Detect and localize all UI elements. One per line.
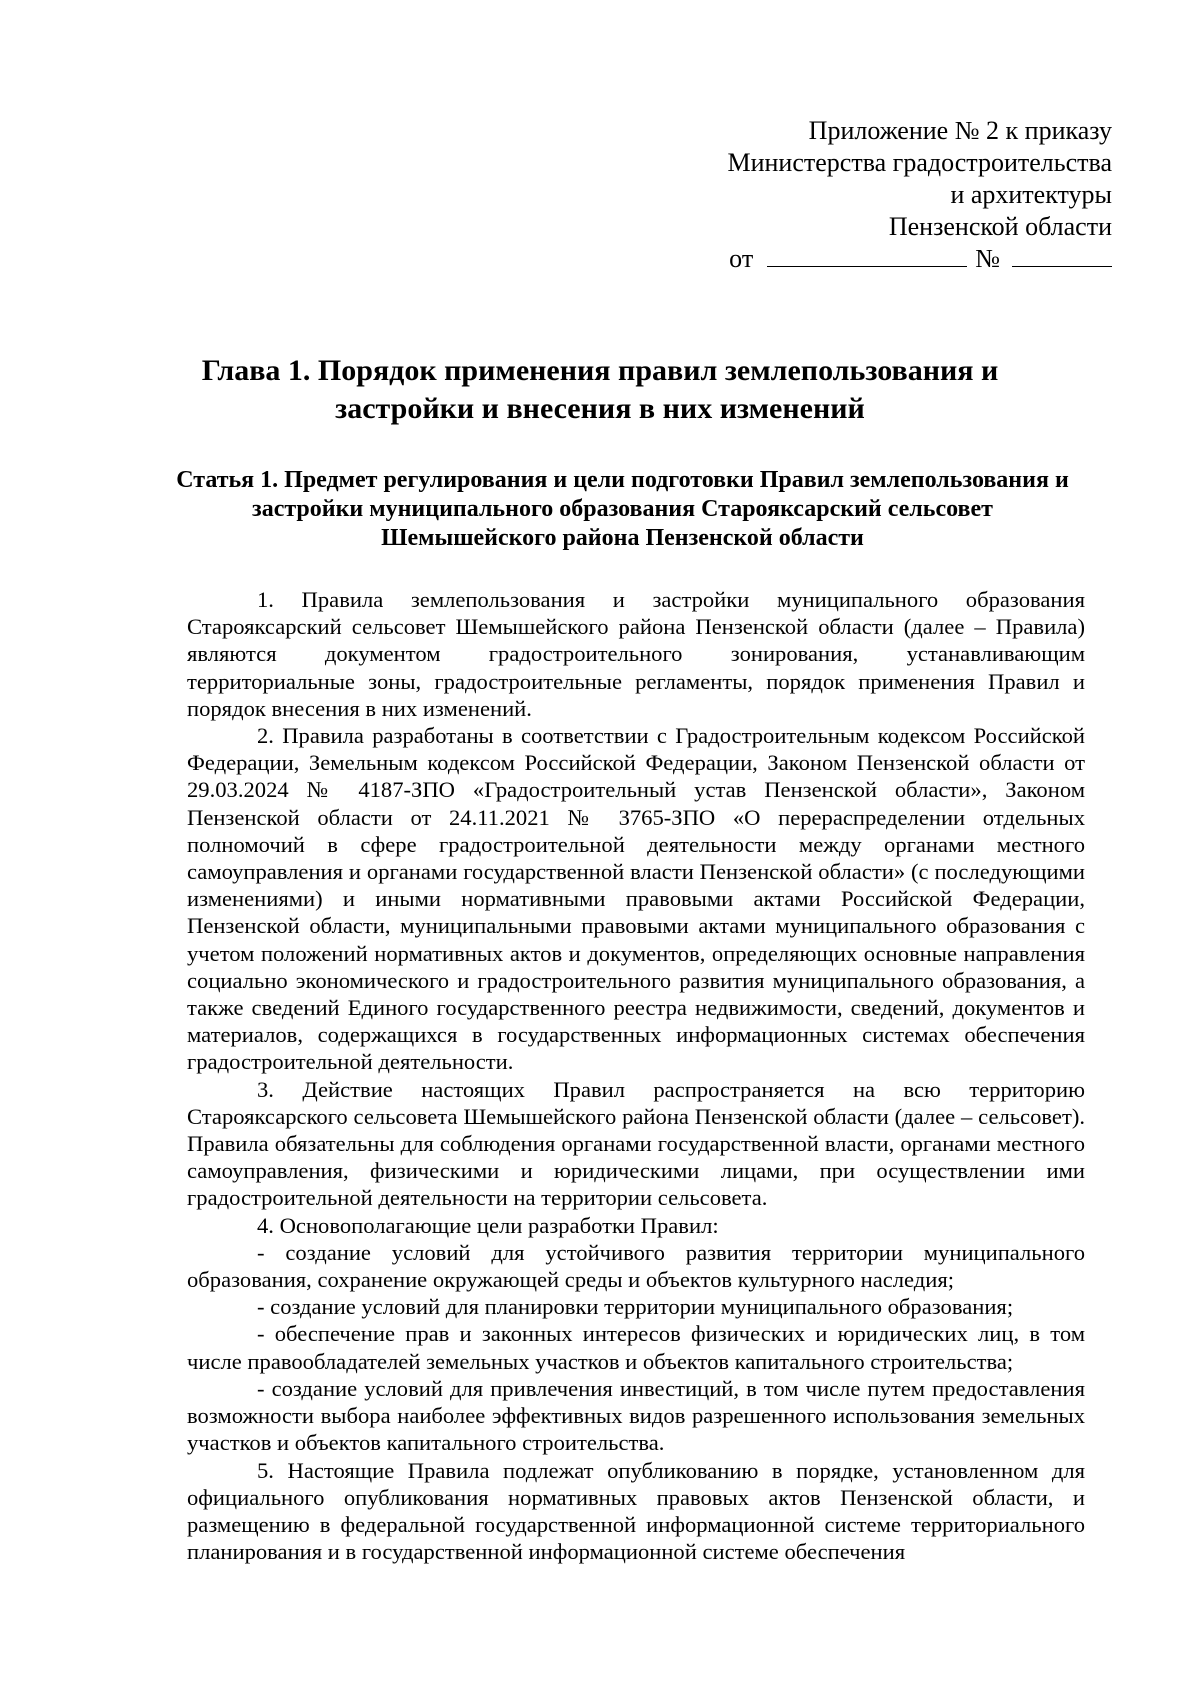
paragraph-5: 5. Настоящие Правила подлежат опубликованию в порядке, установленном для официального опубликования нормативных правовых актов Пензенской области, и размещению в федеральной государственной информационной системе территориального планирования и в государственной информационной системе обеспечения	[187, 1457, 1085, 1565]
approval-line-2: Министерства градостроительства	[727, 148, 1112, 177]
number-label: №	[975, 244, 1000, 273]
goal-item-3: - обеспечение прав и законных интересов физических и юридических лиц, в том числе правообладателей земельных участков и объектов капитального строительства;	[187, 1321, 1085, 1374]
approval-line-1: Приложение № 2 к приказу	[808, 116, 1112, 145]
article-title: Статья 1. Предмет регулирования и цели подготовки Правил землепользования и застройки муниципального образования Старояксарский сельсовет Шемышейского района Пензенской области	[176, 467, 1069, 551]
paragraph-2: 2. Правила разработаны в соответствии с Градостроительным кодексом Российской Федерации, Земельным кодексом Российской Федерации, Законом Пензенской области от 29.03.2024 № 4187-ЗПО «Градостроительный устав Пензенской области», Законом Пензенской области от 24.11.2021 № 3765-ЗПО «О перераспределении отдельных полномочий в сфере градостроительной деятельности между органами местного самоуправления и органами государственной власти Пензенской области» (с последующими изменениями) и иными нормативными правовыми актами Российской Федерации, Пензенской области, муниципальными правовыми актами муниципального образования с учетом положений нормативных актов и документов, определяющих основные направления социально экономического и градостроительного развития муниципального образования, а также сведений Единого государственного реестра недвижимости, сведений, документов и материалов, содержащихся в государственных информационных системах обеспечения градостроительной деятельности.	[187, 723, 1085, 1075]
goal-item-2: - создание условий для планировки территории муниципального образования;	[257, 1294, 1014, 1320]
number-blank	[1012, 244, 1112, 267]
date-blank	[767, 244, 967, 267]
paragraph-4: 4. Основополагающие цели разработки Правил:	[257, 1212, 719, 1238]
goal-item-4: - создание условий для привлечения инвестиций, в том числе путем предоставления возможности выбора наиболее эффективных видов разрешенного использования земельных участков и объектов капитального строительства.	[187, 1375, 1085, 1456]
goal-item-1: - создание условий для устойчивого развития территории муниципального образования, сохранение окружающей среды и объектов культурного наследия;	[187, 1239, 1085, 1293]
approval-line-3: и архитектуры	[950, 180, 1112, 209]
approval-date-number-line	[552, 243, 1112, 275]
from-label: от	[729, 244, 754, 273]
approval-block	[552, 115, 1112, 275]
chapter-title: Глава 1. Порядок применения правил землепользования и застройки и внесения в них изменений	[201, 354, 999, 425]
paragraph-3: 3. Действие настоящих Правил распространяется на всю территорию Старояксарского сельсовета Шемышейского района Пензенской области (далее – сельсовет). Правила обязательны для соблюдения органами государственной власти, органами местного самоуправления, физическими и юридическими лицами, при осуществлении ими градостроительной деятельности на территории сельсовета.	[187, 1076, 1085, 1211]
approval-line-4: Пензенской области	[888, 212, 1112, 241]
document-body	[187, 586, 1085, 1565]
paragraph-1: 1. Правила землепользования и застройки муниципального образования Старояксарский сельсовет Шемышейского района Пензенской области (далее – Правила) являются документом градостроительного зонирования, устанавливающим территориальные зоны, градостроительные регламенты, порядок применения Правил и порядок внесения в них изменений.	[187, 587, 1085, 721]
